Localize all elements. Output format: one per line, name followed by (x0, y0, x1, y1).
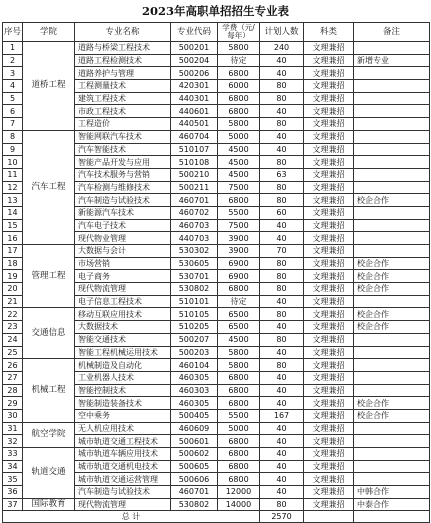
row-note (354, 422, 430, 435)
plan-count: 40 (260, 448, 304, 461)
major-code: 510205 (171, 321, 218, 334)
plan-count: 40 (260, 143, 304, 156)
major-name: 空中乘务 (75, 409, 171, 422)
subject-category: 文理兼招 (304, 42, 354, 55)
plan-count: 80 (260, 333, 304, 346)
row-index: 8 (3, 130, 23, 143)
major-name: 电子商务 (75, 270, 171, 283)
row-note (354, 206, 430, 219)
major-code: 460704 (171, 130, 218, 143)
row-index: 17 (3, 245, 23, 258)
row-note (354, 460, 430, 473)
plan-count: 80 (260, 194, 304, 207)
plan-count: 40 (260, 397, 304, 410)
plan-count: 40 (260, 473, 304, 486)
major-name: 大数据技术 (75, 321, 171, 334)
subject-category: 文理兼招 (304, 232, 354, 245)
college-cell: 道桥工程 (23, 42, 75, 131)
tuition-fee: 6800 (218, 397, 260, 410)
row-index: 3 (3, 67, 23, 80)
row-index: 24 (3, 333, 23, 346)
row-note: 新增专业 (354, 54, 430, 67)
major-name: 机械制造及自动化 (75, 359, 171, 372)
major-name: 城市轨道车辆应用技术 (75, 448, 171, 461)
row-note (354, 384, 430, 397)
header-fee: 学费（元/每年） (218, 23, 260, 42)
tuition-fee: 7500 (218, 219, 260, 232)
plan-count: 70 (260, 245, 304, 258)
header-index: 序号 (3, 23, 23, 42)
subject-category: 文理兼招 (304, 397, 354, 410)
subject-category: 文理兼招 (304, 219, 354, 232)
major-name: 智能交通技术 (75, 333, 171, 346)
subject-category: 文理兼招 (304, 359, 354, 372)
row-index: 28 (3, 384, 23, 397)
major-name: 现代物业管理 (75, 232, 171, 245)
tuition-fee: 5800 (218, 42, 260, 55)
row-index: 23 (3, 321, 23, 334)
plan-count: 80 (260, 283, 304, 296)
major-code: 460609 (171, 422, 218, 435)
header-notes: 备注 (354, 23, 430, 42)
row-note (354, 359, 430, 372)
plan-count: 80 (260, 118, 304, 131)
row-index: 37 (3, 498, 23, 511)
header-category: 科类 (304, 23, 354, 42)
row-index: 27 (3, 371, 23, 384)
tuition-fee: 6800 (218, 371, 260, 384)
major-code: 440601 (171, 105, 218, 118)
row-note (354, 473, 430, 486)
row-note: 校企合作 (354, 409, 430, 422)
row-note (354, 156, 430, 169)
tuition-fee: 6900 (218, 257, 260, 270)
major-name: 汽车检测与维修技术 (75, 181, 171, 194)
header-major: 专业名称 (75, 23, 171, 42)
major-code: 460701 (171, 486, 218, 499)
major-name: 道路工程检测技术 (75, 54, 171, 67)
row-index: 15 (3, 219, 23, 232)
row-index: 32 (3, 435, 23, 448)
subject-category: 文理兼招 (304, 486, 354, 499)
row-note (354, 143, 430, 156)
row-note (354, 232, 430, 245)
row-note (354, 371, 430, 384)
row-note (354, 435, 430, 448)
tuition-fee: 6800 (218, 92, 260, 105)
subject-category: 文理兼招 (304, 194, 354, 207)
major-name: 汽车制造与试验技术 (75, 194, 171, 207)
tuition-fee: 5800 (218, 118, 260, 131)
subject-category: 文理兼招 (304, 473, 354, 486)
college-cell: 汽车工程 (23, 130, 75, 244)
tuition-fee: 5500 (218, 409, 260, 422)
major-name: 城市轨道交通运营管理 (75, 473, 171, 486)
major-code: 500602 (171, 448, 218, 461)
row-note (354, 80, 430, 93)
row-note (354, 219, 430, 232)
major-name: 智能网联汽车技术 (75, 130, 171, 143)
major-code: 500601 (171, 435, 218, 448)
major-code: 510108 (171, 156, 218, 169)
major-name: 智能产品开发与应用 (75, 156, 171, 169)
document-title: 2023年高职单招招生专业表 (141, 4, 289, 18)
plan-count: 80 (260, 270, 304, 283)
major-name: 道路与桥梁工程技术 (75, 42, 171, 55)
major-code: 500405 (171, 409, 218, 422)
major-code: 460305 (171, 371, 218, 384)
row-note: 校企合作 (354, 283, 430, 296)
plan-count: 40 (260, 219, 304, 232)
major-name: 新能源汽车技术 (75, 206, 171, 219)
plan-count: 40 (260, 295, 304, 308)
tuition-fee: 4500 (218, 143, 260, 156)
tuition-fee: 6900 (218, 270, 260, 283)
tuition-fee: 4500 (218, 168, 260, 181)
subject-category: 文理兼招 (304, 181, 354, 194)
tuition-fee: 3900 (218, 232, 260, 245)
row-index: 13 (3, 194, 23, 207)
row-note (354, 67, 430, 80)
plan-count: 40 (260, 486, 304, 499)
row-note: 校企合作 (354, 257, 430, 270)
subject-category: 文理兼招 (304, 333, 354, 346)
row-index: 29 (3, 397, 23, 410)
plan-count: 40 (260, 422, 304, 435)
major-name: 现代物流管理 (75, 498, 171, 511)
tuition-fee: 待定 (218, 54, 260, 67)
major-code: 500206 (171, 67, 218, 80)
row-index: 16 (3, 232, 23, 245)
header-code: 专业代码 (171, 23, 218, 42)
major-code: 440501 (171, 118, 218, 131)
subject-category: 文理兼招 (304, 321, 354, 334)
major-name: 汽车智能技术 (75, 143, 171, 156)
row-index: 22 (3, 308, 23, 321)
major-code: 460305 (171, 397, 218, 410)
major-code: 440703 (171, 232, 218, 245)
major-code: 530802 (171, 498, 218, 511)
plan-count: 40 (260, 460, 304, 473)
tuition-fee: 6800 (218, 105, 260, 118)
major-code: 500605 (171, 460, 218, 473)
row-note: 校企合作 (354, 270, 430, 283)
tuition-fee: 5800 (218, 346, 260, 359)
row-note (354, 42, 430, 55)
row-note (354, 333, 430, 346)
row-note: 校企合作 (354, 397, 430, 410)
table-row (3, 448, 430, 461)
row-note: 校企合作 (354, 321, 430, 334)
major-name: 智能制造装备技术 (75, 397, 171, 410)
row-index: 36 (3, 486, 23, 499)
subject-category: 文理兼招 (304, 67, 354, 80)
table-row (3, 498, 430, 511)
row-index: 14 (3, 206, 23, 219)
row-index: 18 (3, 257, 23, 270)
header-row (3, 23, 430, 42)
college-cell: 轨道交通 (23, 448, 75, 499)
plan-count: 40 (260, 346, 304, 359)
major-code: 500203 (171, 346, 218, 359)
tuition-fee: 5000 (218, 130, 260, 143)
tuition-fee: 4500 (218, 333, 260, 346)
subject-category: 文理兼招 (304, 448, 354, 461)
major-name: 智能控制技术 (75, 384, 171, 397)
major-name: 汽车电子技术 (75, 219, 171, 232)
plan-count: 80 (260, 80, 304, 93)
tuition-fee: 6800 (218, 448, 260, 461)
plan-count: 80 (260, 257, 304, 270)
major-code: 500606 (171, 473, 218, 486)
tuition-fee: 待定 (218, 295, 260, 308)
major-name: 工程测量技术 (75, 80, 171, 93)
major-code: 530605 (171, 257, 218, 270)
plan-count: 40 (260, 384, 304, 397)
major-code: 420301 (171, 80, 218, 93)
college-cell: 国际教育 (23, 498, 75, 511)
row-note (354, 245, 430, 258)
subject-category: 文理兼招 (304, 498, 354, 511)
table-row (3, 308, 430, 321)
table-row (3, 42, 430, 55)
subject-category: 文理兼招 (304, 460, 354, 473)
plan-count: 40 (260, 321, 304, 334)
table-row (3, 245, 430, 258)
subject-category: 文理兼招 (304, 105, 354, 118)
major-name: 现代物流管理 (75, 283, 171, 296)
tuition-fee: 5000 (218, 422, 260, 435)
subject-category: 文理兼招 (304, 257, 354, 270)
row-index: 35 (3, 473, 23, 486)
row-note: 中韩合作 (354, 486, 430, 499)
major-code: 500210 (171, 168, 218, 181)
subject-category: 文理兼招 (304, 168, 354, 181)
tuition-fee: 6000 (218, 80, 260, 93)
tuition-fee: 6800 (218, 283, 260, 296)
total-category-empty (304, 511, 354, 523)
tuition-fee: 6800 (218, 473, 260, 486)
major-code: 510107 (171, 143, 218, 156)
major-code: 530701 (171, 270, 218, 283)
major-code: 500211 (171, 181, 218, 194)
subject-category: 文理兼招 (304, 384, 354, 397)
major-name: 城市轨道交通机电技术 (75, 460, 171, 473)
table-row (3, 359, 430, 372)
plan-count: 80 (260, 498, 304, 511)
row-index: 5 (3, 92, 23, 105)
tuition-fee: 6800 (218, 194, 260, 207)
row-index: 10 (3, 156, 23, 169)
total-label: 总 计 (3, 511, 260, 523)
tuition-fee: 6800 (218, 67, 260, 80)
major-code: 460701 (171, 194, 218, 207)
row-index: 31 (3, 422, 23, 435)
row-index: 7 (3, 118, 23, 131)
tuition-fee: 14000 (218, 498, 260, 511)
row-index: 6 (3, 105, 23, 118)
row-note (354, 168, 430, 181)
tuition-fee: 7500 (218, 181, 260, 194)
subject-category: 文理兼招 (304, 92, 354, 105)
row-note (354, 346, 430, 359)
major-name: 电子信息工程技术 (75, 295, 171, 308)
major-name: 建筑工程技术 (75, 92, 171, 105)
major-name: 道路养护与管理 (75, 67, 171, 80)
tuition-fee: 5800 (218, 359, 260, 372)
row-note: 校企合作 (354, 308, 430, 321)
row-note (354, 105, 430, 118)
row-note (354, 181, 430, 194)
major-code: 510101 (171, 295, 218, 308)
plan-count: 167 (260, 409, 304, 422)
row-note (354, 295, 430, 308)
college-cell: 交通信息 (23, 308, 75, 359)
tuition-fee: 6800 (218, 384, 260, 397)
subject-category: 文理兼招 (304, 54, 354, 67)
major-name: 汽车技术服务与营销 (75, 168, 171, 181)
row-index: 4 (3, 80, 23, 93)
major-code: 500207 (171, 333, 218, 346)
table-row (3, 130, 430, 143)
plan-count: 40 (260, 232, 304, 245)
major-name: 市场营销 (75, 257, 171, 270)
major-code: 500201 (171, 42, 218, 55)
row-index: 21 (3, 295, 23, 308)
row-index: 2 (3, 54, 23, 67)
plan-count: 80 (260, 92, 304, 105)
total-row (3, 511, 430, 523)
plan-count: 40 (260, 435, 304, 448)
plan-count: 80 (260, 308, 304, 321)
tuition-fee: 6500 (218, 308, 260, 321)
major-name: 市政工程技术 (75, 105, 171, 118)
subject-category: 文理兼招 (304, 308, 354, 321)
row-note: 中泰合作 (354, 498, 430, 511)
enrollment-table (2, 22, 430, 523)
subject-category: 文理兼招 (304, 245, 354, 258)
major-code: 530802 (171, 283, 218, 296)
header-college: 学院 (23, 23, 75, 42)
subject-category: 文理兼招 (304, 206, 354, 219)
plan-count: 63 (260, 168, 304, 181)
plan-count: 60 (260, 206, 304, 219)
subject-category: 文理兼招 (304, 435, 354, 448)
row-index: 30 (3, 409, 23, 422)
subject-category: 文理兼招 (304, 422, 354, 435)
plan-count: 80 (260, 156, 304, 169)
major-code: 530302 (171, 245, 218, 258)
header-plan: 计划人数 (260, 23, 304, 42)
major-code: 510105 (171, 308, 218, 321)
major-code: 440301 (171, 92, 218, 105)
subject-category: 文理兼招 (304, 156, 354, 169)
major-code: 460104 (171, 359, 218, 372)
major-name: 城市轨道交通工程技术 (75, 435, 171, 448)
major-name: 大数据与会计 (75, 245, 171, 258)
tuition-fee: 12000 (218, 486, 260, 499)
row-index: 1 (3, 42, 23, 55)
row-index: 33 (3, 448, 23, 461)
subject-category: 文理兼招 (304, 283, 354, 296)
row-index: 19 (3, 270, 23, 283)
tuition-fee: 6800 (218, 460, 260, 473)
plan-count: 40 (260, 54, 304, 67)
subject-category: 文理兼招 (304, 346, 354, 359)
tuition-fee: 4500 (218, 156, 260, 169)
major-code: 460303 (171, 384, 218, 397)
table-row (3, 422, 430, 435)
major-code: 460702 (171, 206, 218, 219)
row-index: 34 (3, 460, 23, 473)
subject-category: 文理兼招 (304, 143, 354, 156)
row-note (354, 92, 430, 105)
tuition-fee: 3900 (218, 245, 260, 258)
college-cell: 管理工程 (23, 245, 75, 308)
row-note (354, 118, 430, 131)
total-notes-empty (354, 511, 430, 523)
tuition-fee: 6500 (218, 321, 260, 334)
major-name: 智能工程机械运用技术 (75, 346, 171, 359)
major-code: 500204 (171, 54, 218, 67)
subject-category: 文理兼招 (304, 130, 354, 143)
row-index: 20 (3, 283, 23, 296)
major-code: 460703 (171, 219, 218, 232)
subject-category: 文理兼招 (304, 409, 354, 422)
plan-count: 80 (260, 359, 304, 372)
row-index: 9 (3, 143, 23, 156)
row-index: 25 (3, 346, 23, 359)
subject-category: 文理兼招 (304, 295, 354, 308)
major-name: 移动互联应用技术 (75, 308, 171, 321)
major-name: 汽车制造与试验技术 (75, 486, 171, 499)
subject-category: 文理兼招 (304, 270, 354, 283)
tuition-fee: 5500 (218, 206, 260, 219)
college-cell: 航空学院 (23, 422, 75, 447)
total-plan: 2570 (260, 511, 304, 523)
plan-count: 40 (260, 371, 304, 384)
row-index: 12 (3, 181, 23, 194)
plan-count: 40 (260, 105, 304, 118)
subject-category: 文理兼招 (304, 371, 354, 384)
major-name: 无人机应用技术 (75, 422, 171, 435)
row-index: 26 (3, 359, 23, 372)
plan-count: 40 (260, 130, 304, 143)
plan-count: 40 (260, 67, 304, 80)
row-note: 校企合作 (354, 194, 430, 207)
tuition-fee: 6800 (218, 435, 260, 448)
plan-count: 240 (260, 42, 304, 55)
table-body (3, 42, 430, 511)
major-name: 工程造价 (75, 118, 171, 131)
subject-category: 文理兼招 (304, 118, 354, 131)
row-note (354, 448, 430, 461)
row-index: 11 (3, 168, 23, 181)
college-cell: 机械工程 (23, 359, 75, 422)
major-name: 工业机器人技术 (75, 371, 171, 384)
subject-category: 文理兼招 (304, 80, 354, 93)
row-note (354, 130, 430, 143)
plan-count: 80 (260, 181, 304, 194)
